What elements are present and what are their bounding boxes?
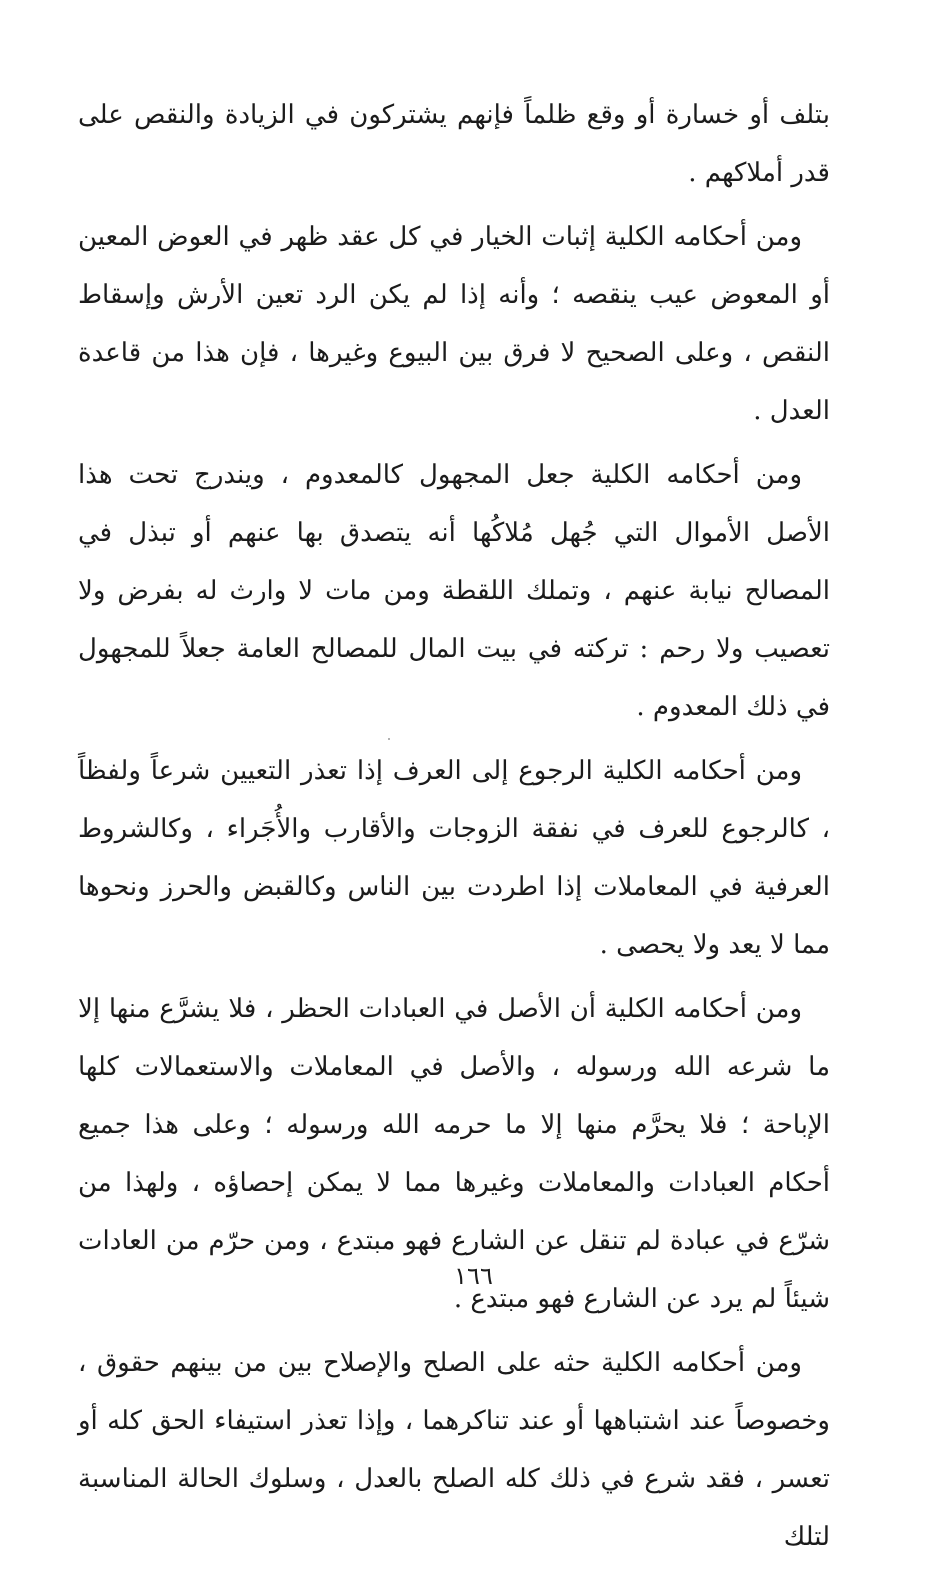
- page-number: ١٦٦: [454, 1262, 493, 1290]
- paragraph-custom-reference: ومن أحكامه الكلية الرجوع إلى العرف إذا تعذر التعيين شرعاً ولفظاً ، كالرجوع للعرف في نفقة الزوجات والأقارب والأُجَراء ، وكالشروط العرفية في المعاملات إذا اطردت بين الناس وكالقبض والحرز ونحوها مما لا يعد ولا يحصى .: [78, 756, 830, 960]
- scan-speck: [388, 738, 390, 740]
- paragraph-option-right: ومن أحكامه الكلية إثبات الخيار في كل عقد ظهر في العوض المعين أو المعوض عيب ينقصه ؛ وأنه إذا لم يكن الرد تعين الأرش وإسقاط النقص ، وعلى الصحيح لا فرق بين البيوع وغيرها ، فإن هذا من قاعدة العدل .: [78, 222, 830, 426]
- paragraph-unknown-as-nonexistent: ومن أحكامه الكلية جعل المجهول كالمعدوم ، ويندرج تحت هذا الأصل الأموال التي جُهل مُلاكُها أنه يتصدق بها عنهم أو تبذل في المصالح نيابة عنهم ، وتملك اللقطة ومن مات لا وارث له بفرض ولا تعصيب ولا رحم : تركته في بيت المال للمصالح العامة جعلاً للمجهول في ذلك المعدوم .: [78, 460, 830, 722]
- paragraph-worship-prohibition: ومن أحكامه الكلية أن الأصل في العبادات الحظر ، فلا يشرَّع منها إلا ما شرعه الله ورسوله ، والأصل في المعاملات والاستعمالات كلها الإباحة ؛ فلا يحرَّم منها إلا ما حرمه الله ورسوله ؛ وعلى هذا جميع أحكام العبادات والمعاملات وغيرها مما لا يمكن إحصاؤه ، ولهذا من شرّع في عبادة لم تنقل عن الشارع فهو مبتدع ، ومن حرّم من العادات شيئاً لم يرد عن الشارع فهو مبتدع .: [78, 994, 830, 1314]
- paragraph-continuation: بتلف أو خسارة أو وقع ظلماً فإنهم يشتركون في الزيادة والنقص على قدر أملاكهم .: [78, 100, 830, 188]
- body-text: [78, 86, 830, 1572]
- paragraph-reconciliation: ومن أحكامه الكلية حثه على الصلح والإصلاح بين من بينهم حقوق ، وخصوصاً عند اشتباهها أو عند تناكرهما ، وإذا تعذر استيفاء الحق كله أو تعسر ، فقد شرع في ذلك كله الصلح بالعدل ، وسلوك الحالة المناسبة لتلك: [78, 1348, 830, 1552]
